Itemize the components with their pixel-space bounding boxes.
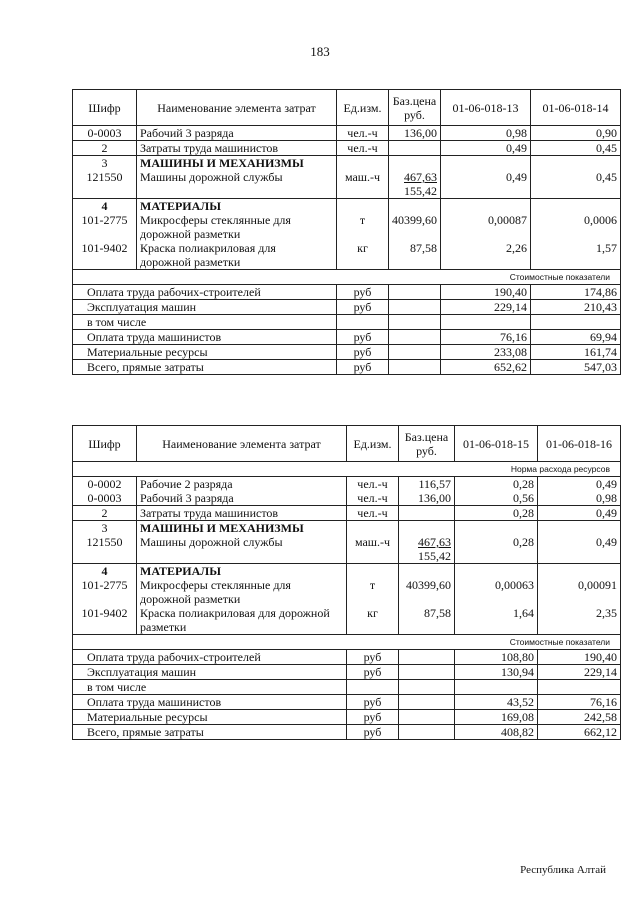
summary-empty (389, 360, 441, 375)
summary-empty (455, 680, 538, 695)
summary-unit: руб (347, 725, 399, 740)
row-price: 136,00 (389, 126, 441, 141)
section-code-cell (73, 521, 137, 564)
row-name-line2: дорожной разметки (140, 227, 241, 241)
row-unit: чел.-ч (347, 506, 399, 521)
summary-empty (389, 330, 441, 345)
section-title: МАТЕРИАЛЫ (140, 199, 221, 213)
summary-unit: руб (337, 345, 389, 360)
section-label: Стоимостные показатели (73, 635, 621, 650)
summary-row (73, 680, 621, 695)
row-price: 87,58 (410, 241, 437, 255)
table-row (73, 126, 621, 141)
summary-unit: руб (337, 285, 389, 300)
row-value-1-cell (441, 156, 531, 199)
header-col2: 01-06-018-14 (531, 90, 621, 126)
row-unit-cell (337, 156, 389, 199)
section-label-row (73, 635, 621, 650)
header-unit: Ед.изм. (337, 90, 389, 126)
summary-empty (389, 315, 441, 330)
row-unit-cell (337, 199, 389, 270)
summary-empty (399, 710, 455, 725)
section-code: 3 (101, 156, 108, 170)
header-name: Наименование элемента затрат (137, 90, 337, 126)
summary-value-2: 174,86 (531, 285, 621, 300)
row-code-cell (73, 477, 137, 506)
row-name-line2: дорожной разметки (140, 592, 241, 606)
table-row (73, 141, 621, 156)
norm-label: Норма расхода ресурсов (73, 462, 621, 477)
summary-empty (399, 650, 455, 665)
row-unit: чел.-ч (357, 491, 388, 505)
row-price: 155,42 (404, 184, 437, 198)
header-name: Наименование элемента затрат (137, 426, 347, 462)
summary-value-2: 161,74 (531, 345, 621, 360)
section-name-cell (137, 521, 347, 564)
section-code-cell (73, 199, 137, 270)
row-value-1: 0,00063 (495, 578, 534, 592)
table-row (73, 199, 621, 270)
summary-value-1: 43,52 (455, 695, 538, 710)
table-row (73, 521, 621, 564)
summary-empty (389, 300, 441, 315)
row-unit: чел.-ч (337, 126, 389, 141)
row-name-line1: Микросферы стеклянные для (140, 578, 291, 592)
row-unit: чел.-ч (357, 477, 388, 491)
summary-value-2: 76,16 (538, 695, 621, 710)
row-code: 101-9402 (81, 241, 128, 255)
summary-empty (531, 315, 621, 330)
row-price-cell (389, 156, 441, 199)
header-col2: 01-06-018-16 (538, 426, 621, 462)
row-code: 101-2775 (81, 578, 128, 592)
summary-name: Оплата труда рабочих-строителей (73, 650, 347, 665)
row-value-1: 0,28 (455, 506, 538, 521)
row-value-1: 0,56 (513, 491, 534, 505)
summary-unit: руб (337, 360, 389, 375)
header-code: Шифр (73, 426, 137, 462)
row-price: 87,58 (424, 606, 451, 620)
row-name: Затраты труда машинистов (137, 141, 337, 156)
header-col1: 01-06-018-15 (455, 426, 538, 462)
summary-empty (399, 665, 455, 680)
row-name-line1: Краска полиакриловая для (140, 241, 276, 255)
summary-name: Материальные ресурсы (73, 710, 347, 725)
summary-name: в том числе (73, 680, 347, 695)
header-price-line1: Баз.цена (404, 429, 449, 444)
row-price (389, 141, 441, 156)
summary-value-1: 229,14 (441, 300, 531, 315)
summary-value-2: 547,03 (531, 360, 621, 375)
table-row (73, 156, 621, 199)
row-code: 121550 (86, 535, 123, 549)
summary-value-1: 130,94 (455, 665, 538, 680)
summary-name: в том числе (73, 315, 337, 330)
summary-name: Всего, прямые затраты (73, 360, 337, 375)
row-value-1: 0,49 (441, 141, 531, 156)
summary-name: Оплата труда машинистов (73, 695, 347, 710)
summary-unit: руб (337, 300, 389, 315)
summary-row (73, 345, 621, 360)
row-name: Затраты труда машинистов (137, 506, 347, 521)
row-code: 121550 (86, 170, 123, 184)
row-value-2-cell (531, 199, 621, 270)
row-unit-cell (347, 521, 399, 564)
summary-unit: руб (347, 665, 399, 680)
section-code-cell (73, 156, 137, 199)
row-price-cell (399, 477, 455, 506)
row-value-2: 0,49 (596, 477, 617, 491)
summary-value-1: 408,82 (455, 725, 538, 740)
row-unit: чел.-ч (337, 141, 389, 156)
row-code: 0-0003 (87, 491, 122, 505)
row-name: Машины дорожной службы (140, 170, 283, 184)
header-col1: 01-06-018-13 (441, 90, 531, 126)
row-value-2: 0,00091 (578, 578, 617, 592)
cost-table-1 (72, 89, 621, 375)
summary-empty (538, 680, 621, 695)
summary-row (73, 330, 621, 345)
row-value-1: 0,28 (513, 535, 534, 549)
row-code: 101-9402 (81, 606, 128, 620)
summary-row (73, 665, 621, 680)
row-name-cell (137, 477, 347, 506)
row-value-1: 0,98 (441, 126, 531, 141)
table-row (73, 477, 621, 506)
summary-value-1: 190,40 (441, 285, 531, 300)
row-price: 40399,60 (392, 213, 437, 227)
row-value-2: 0,90 (531, 126, 621, 141)
section-name-cell (137, 564, 347, 635)
row-value-1-cell (455, 477, 538, 506)
summary-value-2: 210,43 (531, 300, 621, 315)
row-code: 0-0002 (87, 477, 122, 491)
section-code: 4 (101, 199, 108, 213)
summary-row (73, 315, 621, 330)
row-code: 101-2775 (81, 213, 128, 227)
summary-unit: руб (347, 695, 399, 710)
summary-value-2: 69,94 (531, 330, 621, 345)
summary-empty (441, 315, 531, 330)
footer-region-label: Республика Алтай (520, 864, 606, 876)
row-value-2: 0,98 (596, 491, 617, 505)
section-title: МАШИНЫ И МЕХАНИЗМЫ (140, 521, 304, 535)
summary-value-2: 229,14 (538, 665, 621, 680)
row-unit: маш.-ч (354, 535, 391, 549)
summary-empty (389, 285, 441, 300)
header-code: Шифр (73, 90, 137, 126)
row-code: 2 (73, 141, 137, 156)
row-price (399, 506, 455, 521)
row-value-1: 0,00087 (488, 213, 527, 227)
summary-value-1: 108,80 (455, 650, 538, 665)
header-price (399, 426, 455, 462)
summary-unit: руб (337, 330, 389, 345)
summary-empty (389, 345, 441, 360)
summary-unit: руб (347, 710, 399, 725)
row-value-2-cell (531, 156, 621, 199)
table-row (73, 506, 621, 521)
summary-empty (399, 725, 455, 740)
row-value-2: 2,35 (596, 606, 617, 620)
row-value-2-cell (538, 521, 621, 564)
row-name-line1: Микросферы стеклянные для (140, 213, 291, 227)
summary-value-1: 169,08 (455, 710, 538, 725)
row-code: 2 (73, 506, 137, 521)
row-unit-cell (347, 477, 399, 506)
row-unit: т (359, 213, 366, 227)
cost-table-2 (72, 425, 621, 740)
section-name-cell (137, 199, 337, 270)
summary-row (73, 360, 621, 375)
summary-value-2: 662,12 (538, 725, 621, 740)
summary-empty (399, 695, 455, 710)
section-label: Стоимостные показатели (73, 270, 621, 285)
summary-row (73, 300, 621, 315)
norm-label-row (73, 462, 621, 477)
row-unit: кг (367, 606, 378, 620)
row-name: Рабочий 3 разряда (140, 491, 234, 505)
section-code: 3 (101, 521, 108, 535)
row-value-2: 0,49 (538, 506, 621, 521)
row-price: 155,42 (418, 549, 451, 563)
summary-empty (399, 680, 455, 695)
row-price-cell (399, 564, 455, 635)
header-price-line2: руб. (404, 107, 425, 122)
row-price: 116,57 (418, 477, 451, 491)
row-value-1-cell (441, 199, 531, 270)
summary-empty (347, 680, 399, 695)
summary-value-1: 76,16 (441, 330, 531, 345)
row-value-2: 0,49 (596, 535, 617, 549)
row-unit: т (369, 578, 376, 592)
summary-name: Эксплуатация машин (73, 300, 337, 315)
summary-value-2: 190,40 (538, 650, 621, 665)
summary-value-1: 652,62 (441, 360, 531, 375)
row-value-1-cell (455, 564, 538, 635)
row-price-cell (389, 199, 441, 270)
row-value-1: 2,26 (506, 241, 527, 255)
section-title: МАТЕРИАЛЫ (140, 564, 221, 578)
section-code: 4 (101, 564, 108, 578)
header-unit: Ед.изм. (347, 426, 399, 462)
table-header-row (73, 90, 621, 126)
summary-name: Оплата труда рабочих-строителей (73, 285, 337, 300)
header-price-line1: Баз.цена (392, 93, 437, 108)
row-price-cell (399, 521, 455, 564)
section-code-cell (73, 564, 137, 635)
row-name-line2: разметки (140, 620, 187, 634)
table-header-row (73, 426, 621, 462)
row-value-2: 0,0006 (584, 213, 617, 227)
row-unit-cell (347, 564, 399, 635)
row-value-2: 0,45 (531, 141, 621, 156)
row-value-2: 1,57 (596, 241, 617, 255)
summary-value-1: 233,08 (441, 345, 531, 360)
summary-name: Материальные ресурсы (73, 345, 337, 360)
header-price-line2: руб. (416, 443, 437, 458)
summary-name: Эксплуатация машин (73, 665, 347, 680)
summary-row (73, 695, 621, 710)
row-code: 0-0003 (73, 126, 137, 141)
row-price: 40399,60 (406, 578, 451, 592)
row-value-1: 0,28 (513, 477, 534, 491)
row-value-1: 0,49 (506, 170, 527, 184)
row-name: Машины дорожной службы (140, 535, 283, 549)
row-unit: маш.-ч (344, 170, 381, 184)
row-value-1-cell (455, 521, 538, 564)
summary-name: Оплата труда машинистов (73, 330, 337, 345)
row-name: Рабочий 3 разряда (137, 126, 337, 141)
row-value-2: 0,45 (596, 170, 617, 184)
row-name-line2: дорожной разметки (140, 255, 241, 269)
header-price (389, 90, 441, 126)
section-name-cell (137, 156, 337, 199)
row-value-2-cell (538, 564, 621, 635)
summary-empty (337, 315, 389, 330)
summary-name: Всего, прямые затраты (73, 725, 347, 740)
summary-unit: руб (347, 650, 399, 665)
row-price: 136,00 (418, 491, 451, 505)
row-name-line1: Краска полиакриловая для дорожной (140, 606, 330, 620)
row-unit: кг (357, 241, 368, 255)
row-value-1: 1,64 (513, 606, 534, 620)
row-price-underlined: 467,63 (418, 535, 451, 549)
section-label-row (73, 270, 621, 285)
summary-row (73, 650, 621, 665)
summary-value-2: 242,58 (538, 710, 621, 725)
table-row (73, 564, 621, 635)
row-name: Рабочие 2 разряда (140, 477, 233, 491)
row-value-2-cell (538, 477, 621, 506)
page-number: 183 (310, 44, 330, 59)
summary-row (73, 725, 621, 740)
summary-row (73, 285, 621, 300)
row-price-underlined: 467,63 (404, 170, 437, 184)
summary-row (73, 710, 621, 725)
section-title: МАШИНЫ И МЕХАНИЗМЫ (140, 156, 304, 170)
